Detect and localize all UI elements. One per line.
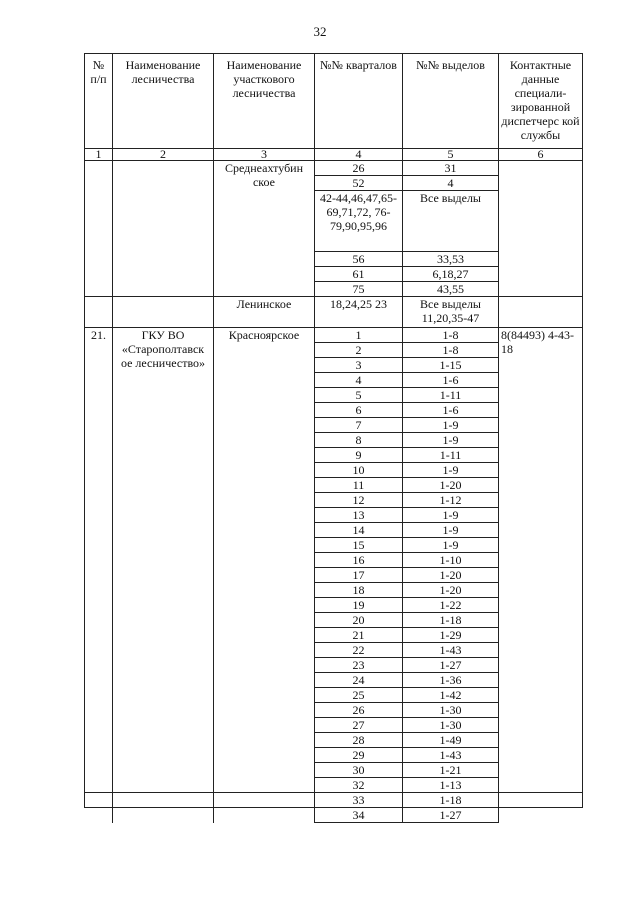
- vydel-cell: 43,55: [403, 282, 499, 297]
- kvartal-cell: 61: [315, 267, 403, 282]
- kvartal-cell: 23: [315, 658, 403, 673]
- kvartal-cell: 7: [315, 418, 403, 433]
- uchastok-cell-empty: [214, 808, 315, 823]
- header-num: № п/п: [85, 54, 113, 149]
- kvartal-cell: 14: [315, 523, 403, 538]
- vydel-cell: 1-42: [403, 688, 499, 703]
- kvartal-cell: 33: [315, 793, 403, 808]
- kvartal-cell: 56: [315, 252, 403, 267]
- header-kvartaly: №№ кварталов: [315, 54, 403, 149]
- colnum-2: 2: [113, 149, 214, 161]
- kvartal-cell: 28: [315, 733, 403, 748]
- kvartal-cell: 22: [315, 643, 403, 658]
- colnum-3: 3: [214, 149, 315, 161]
- kvartal-cell: 19: [315, 598, 403, 613]
- kvartal-cell: 18: [315, 583, 403, 598]
- vydel-cell: 1-30: [403, 718, 499, 733]
- kvartal-cell: 21: [315, 628, 403, 643]
- kvartal-cell: 9: [315, 448, 403, 463]
- forestry-table: [84, 53, 583, 823]
- kvartal-cell: 10: [315, 463, 403, 478]
- vydel-cell: 1-18: [403, 793, 499, 808]
- vydel-cell: 1-9: [403, 418, 499, 433]
- vydel-cell: 1-43: [403, 748, 499, 763]
- vydel-cell: Все выделы: [403, 191, 499, 252]
- vydel-cell: 1-10: [403, 553, 499, 568]
- vydel-cell: 1-11: [403, 448, 499, 463]
- vydel-cell: 1-43: [403, 643, 499, 658]
- lesnichestvo-cell: ГКУ ВО «Старополтавск ое лесничество»: [113, 328, 214, 793]
- uchastok-cell: Ленинское: [214, 297, 315, 328]
- lesnichestvo-cell-empty: [113, 297, 214, 328]
- kvartal-cell: 18,24,25 23: [315, 297, 403, 328]
- kvartal-cell: 15: [315, 538, 403, 553]
- kvartal-cell: 42-44,46,47,65-69,71,72, 76-79,90,95,96: [315, 191, 403, 252]
- vydel-cell: 1-13: [403, 778, 499, 793]
- vydel-cell: 6,18,27: [403, 267, 499, 282]
- table-row: [85, 297, 583, 328]
- kvartal-cell: 30: [315, 763, 403, 778]
- column-number-row: [85, 149, 583, 161]
- table-row: [85, 328, 583, 343]
- colnum-4: 4: [315, 149, 403, 161]
- table-row: [85, 793, 583, 808]
- kvartal-cell: 1: [315, 328, 403, 343]
- kvartal-cell: 52: [315, 176, 403, 191]
- header-uchastok: Наименование участкового лесничества: [214, 54, 315, 149]
- vydel-cell: 1-6: [403, 403, 499, 418]
- kvartal-cell: 26: [315, 161, 403, 176]
- contact-cell-empty: [499, 808, 583, 823]
- vydel-cell: 4: [403, 176, 499, 191]
- uchastok-cell: Среднеахтубин ское: [214, 161, 315, 297]
- colnum-5: 5: [403, 149, 499, 161]
- vydel-cell: 1-29: [403, 628, 499, 643]
- lesnichestvo-cell-empty: [113, 808, 214, 823]
- table-row: [85, 808, 583, 823]
- contact-cell: 8(84493) 4-43-18: [499, 328, 583, 793]
- header-contact: Контактные данные специали-зированной диспетчерс кой службы: [499, 54, 583, 149]
- vydel-cell: 1-15: [403, 358, 499, 373]
- page-number: 32: [313, 24, 327, 39]
- vydel-cell: 1-20: [403, 568, 499, 583]
- vydel-cell: 1-20: [403, 478, 499, 493]
- kvartal-cell: 32: [315, 778, 403, 793]
- vydel-cell: 1-12: [403, 493, 499, 508]
- num-cell-empty: [85, 161, 113, 297]
- header-lesnichestvo: Наименование лесничества: [113, 54, 214, 149]
- vydel-cell: 1-49: [403, 733, 499, 748]
- kvartal-cell: 13: [315, 508, 403, 523]
- header-row: [85, 54, 583, 149]
- vydel-cell: 1-27: [403, 658, 499, 673]
- contact-cell-empty: [499, 297, 583, 328]
- contact-cell-empty: [499, 161, 583, 297]
- vydel-cell: 1-20: [403, 583, 499, 598]
- colnum-6: 6: [499, 149, 583, 161]
- kvartal-cell: 16: [315, 553, 403, 568]
- num-cell-empty: [85, 808, 113, 823]
- kvartal-cell: 34: [315, 808, 403, 823]
- vydel-cell: 33,53: [403, 252, 499, 267]
- vydel-cell: 1-21: [403, 763, 499, 778]
- vydel-cell: 1-9: [403, 463, 499, 478]
- uchastok-cell: Красноярское: [214, 328, 315, 793]
- vydel-cell: 1-9: [403, 508, 499, 523]
- vydel-cell: 1-9: [403, 433, 499, 448]
- kvartal-cell: 20: [315, 613, 403, 628]
- table-row: [85, 161, 583, 176]
- num-cell-empty: [85, 793, 113, 808]
- kvartal-cell: 2: [315, 343, 403, 358]
- vydel-cell: Все выделы 11,20,35-47: [403, 297, 499, 328]
- kvartal-cell: 3: [315, 358, 403, 373]
- vydel-cell: 1-8: [403, 328, 499, 343]
- uchastok-cell-empty: [214, 793, 315, 808]
- kvartal-cell: 12: [315, 493, 403, 508]
- vydel-cell: 1-9: [403, 523, 499, 538]
- kvartal-cell: 4: [315, 373, 403, 388]
- vydel-cell: 1-6: [403, 373, 499, 388]
- table-body: [85, 54, 583, 823]
- kvartal-cell: 75: [315, 282, 403, 297]
- vydel-cell: 1-27: [403, 808, 499, 823]
- kvartal-cell: 29: [315, 748, 403, 763]
- contact-cell-empty: [499, 793, 583, 808]
- kvartal-cell: 27: [315, 718, 403, 733]
- vydel-cell: 1-11: [403, 388, 499, 403]
- kvartal-cell: 17: [315, 568, 403, 583]
- vydel-cell: 1-36: [403, 673, 499, 688]
- kvartal-cell: 25: [315, 688, 403, 703]
- colnum-1: 1: [85, 149, 113, 161]
- vydel-cell: 1-8: [403, 343, 499, 358]
- kvartal-cell: 6: [315, 403, 403, 418]
- vydel-cell: 31: [403, 161, 499, 176]
- num-cell-empty: [85, 297, 113, 328]
- header-vydely: №№ выделов: [403, 54, 499, 149]
- kvartal-cell: 5: [315, 388, 403, 403]
- num-cell: 21.: [85, 328, 113, 793]
- kvartal-cell: 11: [315, 478, 403, 493]
- vydel-cell: 1-22: [403, 598, 499, 613]
- kvartal-cell: 26: [315, 703, 403, 718]
- lesnichestvo-cell-empty: [113, 161, 214, 297]
- vydel-cell: 1-30: [403, 703, 499, 718]
- kvartal-cell: 24: [315, 673, 403, 688]
- vydel-cell: 1-18: [403, 613, 499, 628]
- kvartal-cell: 8: [315, 433, 403, 448]
- vydel-cell: 1-9: [403, 538, 499, 553]
- lesnichestvo-cell-empty: [113, 793, 214, 808]
